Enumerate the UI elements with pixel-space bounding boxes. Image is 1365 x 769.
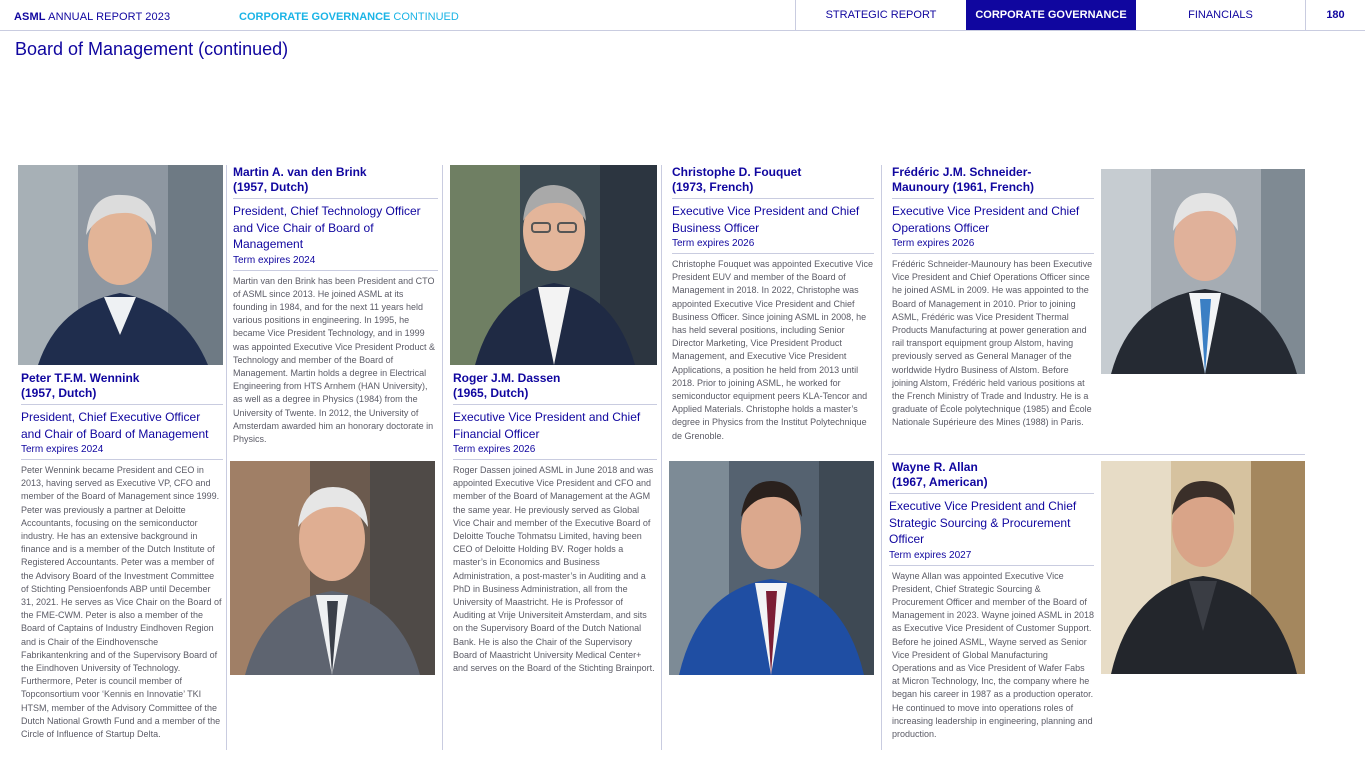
member-schneider-maunoury [892, 165, 1094, 430]
column-divider [226, 165, 227, 750]
member-role: President, Chief Executive Officer and Chair of Board of Management [21, 410, 209, 441]
portrait-allan [1101, 461, 1305, 674]
divider [453, 459, 657, 460]
member-role: Executive Vice President and Chief Strategic Sourcing & Procurement Officer [889, 499, 1077, 546]
page-title: Board of Management (continued) [15, 39, 289, 59]
portrait-dassen [450, 165, 657, 365]
section-label: CORPORATE GOVERNANCE CONTINUED [239, 11, 459, 23]
member-name: Peter T.F.M. Wennink (1957, Dutch) [21, 371, 140, 400]
column-divider [442, 165, 443, 750]
top-navigation-bar [0, 0, 1365, 31]
portrait-fouquet [669, 461, 874, 675]
member-fouquet [672, 165, 874, 443]
member-term: Term expires 2027 [889, 549, 972, 561]
member-bio: Christophe Fouquet was appointed Executive Vice President EUV and member of the Board of Management in 2018. In 2022, Christophe was appointed Executive Vice President and Chief Business Officer. Since joining ASML in 2008, he has held several positions, including Senior Director Marketing, Vice President Product Management, and Executive Vice President Applications, a position he held from 2013 until 2018. Prior to joining ASML, he worked for semiconductor equipment peers KLA-Tencor and Applied Materials. Christophe holds a master’s degree in Physics from the Institut Polytechnique de Grenoble. [672, 259, 873, 441]
member-allan [889, 460, 1094, 741]
member-term: Term expires 2024 [21, 444, 104, 455]
nav-financials[interactable]: FINANCIALS [1136, 0, 1306, 30]
member-van-den-brink [233, 165, 438, 446]
member-dassen [453, 371, 657, 675]
member-term: Term expires 2026 [672, 238, 755, 249]
divider [453, 404, 657, 405]
member-bio: Peter Wennink became President and CEO in 2013, having served as Executive VP, CFO and member of the Board of Management since 1999. Peter was previously a partner at Deloitte Accountants, focusing on the semiconductor industry. He has an extensive background in finance and is a member of the Dutch Institute of Registered Accountants. Peter was a member of the Advisory Board of the Investment Committee of Stichting Pensioenfonds ABP until December 31, 2021. He serves as Vice Chair on the Board of the FME-CWM. Peter is also a member of the Board of Captains of Industry Eindhoven Region and is Chair of the Eindhovensche Fabrikantenkring and of the Supervisory Board of the Eindhoven University of Technology. Furthermore, Peter is council member of Topconsortium voor ‘Kennis en Innovatie’ TKI HTSM, member of the Advisory Committee of the Dutch National Growth Fund and a member of the Circle of Influence of Startup Delta. [21, 465, 222, 740]
divider [21, 459, 223, 460]
member-term: Term expires 2024 [233, 254, 316, 266]
divider [672, 253, 874, 254]
member-role: President, Chief Technology Officer and Vice Chair of Board of Management [233, 204, 421, 251]
divider [892, 253, 1094, 254]
member-bio: Wayne Allan was appointed Executive Vice President, Chief Strategic Sourcing & Procurement Officer and member of the Board of Management in 2023. Wayne joined ASML in 2018 as Executive Vice President of Customer Support. Before he joined ASML, Wayne served as Senior Vice President of Global Manufacturing Operations and as Vice President of Wafer Fabs at Micron Technology, Inc, the company where he began his career in 1987 as a production operator. He continued to move into operations roles of increasing leadership in engineering, planning and production. [892, 570, 1094, 739]
member-term: Term expires 2026 [453, 444, 536, 455]
member-bio: Roger Dassen joined ASML in June 2018 and was appointed Executive Vice President and CFO and member of the Board of Management at the AGM the same year. He previously served as Global Vice Chair and member of the Executive Board of Deloitte Touche Tohmatsu Limited, having been CEO of Deloitte Holding BV. Roger holds a master’s in Economics and Business Administration, a post-master’s in Auditing and a PhD in Business Administration, all from the University of Maastricht. He is Professor of Auditing at Vrije Universiteit Amsterdam, and sits on the Supervisory Board of the Dutch National Bank. He is also the Chair of the Supervisory Board of Maastricht University Medical Center+ and serves on the Board of the Stichting Brainport. [453, 465, 655, 674]
divider [672, 198, 874, 199]
portrait-wennink [18, 165, 223, 365]
page-number: 180 [1326, 9, 1345, 21]
member-role: Executive Vice President and Chief Financial Officer [453, 410, 641, 441]
report-brand[interactable]: ASML ANNUAL REPORT 2023 [14, 11, 171, 23]
member-name: Wayne R. Allan (1967, American) [892, 460, 988, 489]
member-role: Executive Vice President and Chief Operations Officer [892, 204, 1080, 235]
member-name: Martin A. van den Brink (1957, Dutch) [233, 165, 367, 194]
divider [21, 404, 223, 405]
member-bio: Frédéric Schneider-Maunoury has been Executive Vice President and Chief Operations Officer since he joined ASML in 2009. He was appointed to the Board of Management in 2010. Prior to joining ASML, Frédéric was Vice President Thermal Products Manufacturing at power generation and rail transport equipment group Alstom, having previously served as General Manager of the worldwide Hydro Business of Alstom. Before joining Alstom, Frédéric held various positions at the French Ministry of Trade and Industry. He is a graduate of École polytechnique (1985) and École Nationale Supérieure des Mines (1988) in Paris. [892, 259, 1093, 428]
column-divider [881, 165, 882, 750]
member-name: Roger J.M. Dassen (1965, Dutch) [453, 371, 561, 400]
divider [888, 454, 1305, 455]
nav-strategic-report[interactable]: STRATEGIC REPORT [795, 0, 966, 30]
portrait-van-den-brink [230, 461, 435, 675]
divider [889, 565, 1094, 566]
divider [233, 270, 438, 271]
member-wennink [21, 371, 223, 741]
member-term: Term expires 2026 [892, 238, 975, 249]
divider [233, 198, 438, 199]
column-divider [661, 165, 662, 750]
divider [889, 493, 1094, 494]
member-name: Christophe D. Fouquet (1973, French) [672, 165, 802, 194]
member-name: Frédéric J.M. Schneider- Maunoury (1961, French) [892, 165, 1035, 194]
member-bio: Martin van den Brink has been President and CTO of ASML since 2013. He joined ASML at its founding in 1984, and for the next 11 years held various positions in engineering. In 1995, he became Vice President Technology, and in 1999 was appointed Executive Vice President Product & Technology and member of the Board of Management. Martin holds a degree in Electrical Engineering from HTS Arnhem (HAN University), as well as a degree in Physics (1984) from the University of Twente. In 2012, the University of Amsterdam awarded him an honorary doctorate in Physics. [233, 275, 435, 444]
nav-corporate-governance[interactable]: CORPORATE GOVERNANCE [966, 0, 1136, 30]
portrait-schneider-maunoury [1101, 169, 1305, 374]
divider [892, 198, 1094, 199]
member-role: Executive Vice President and Chief Business Officer [672, 204, 860, 235]
